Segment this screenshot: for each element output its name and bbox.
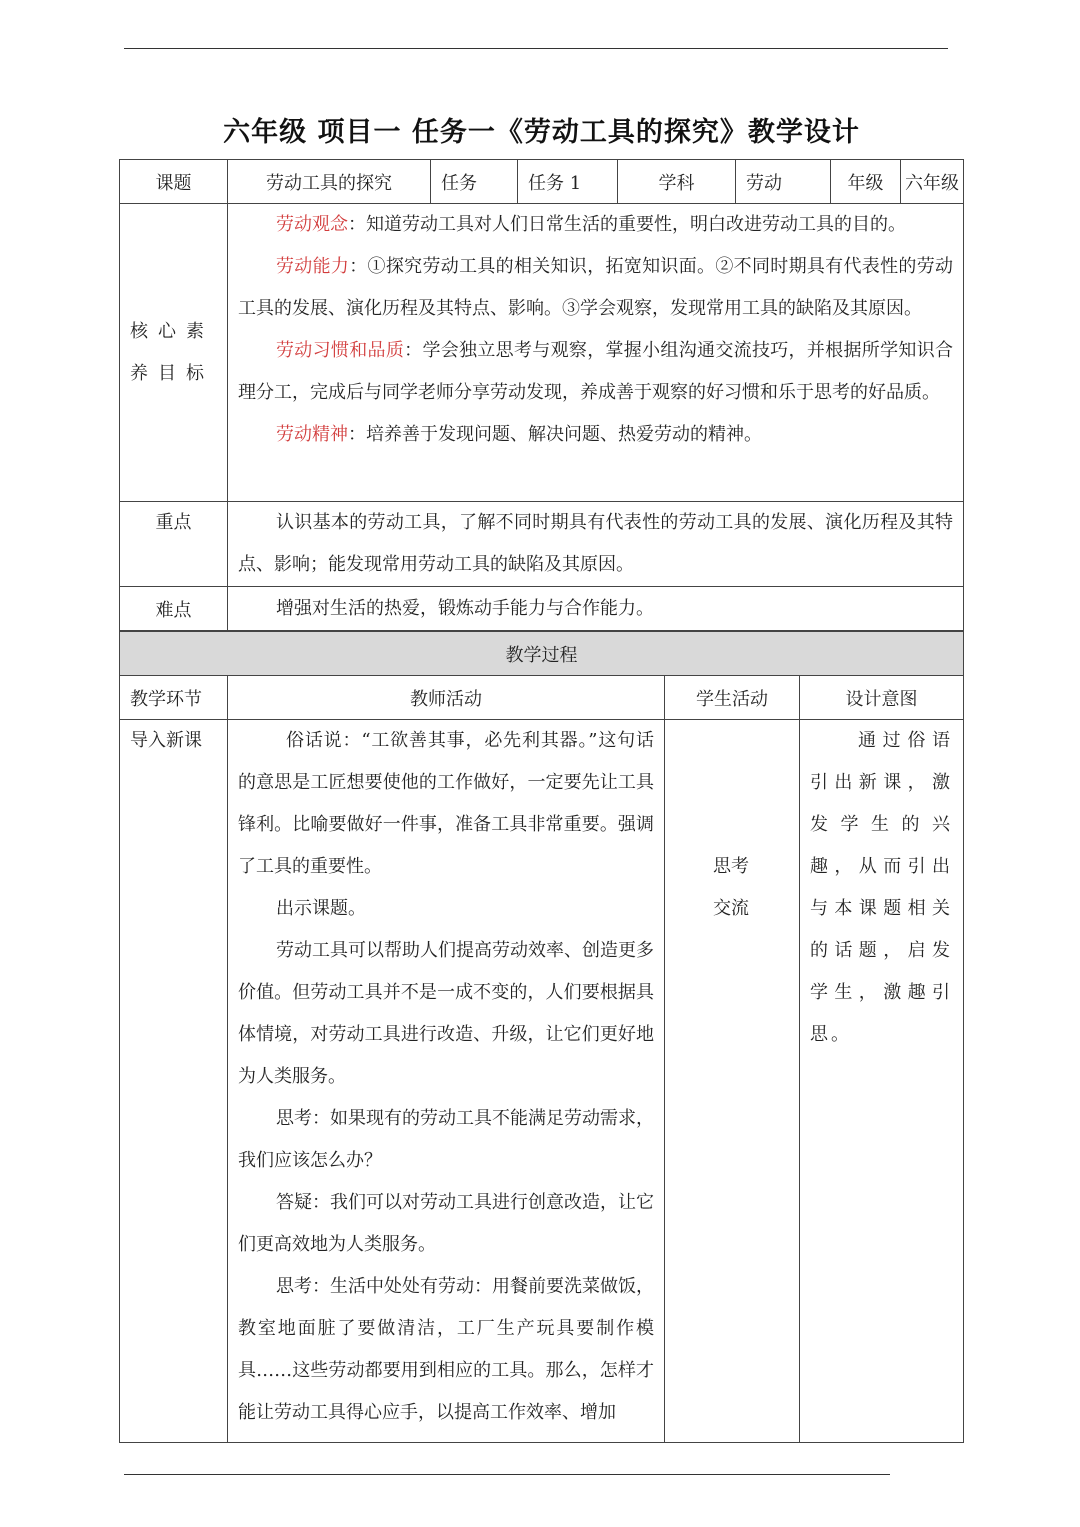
core-goals-row — [120, 204, 964, 502]
task-label: 任务 — [431, 160, 518, 204]
difficulty-label: 难点 — [120, 587, 228, 631]
student-activity-line: 思考 — [713, 856, 749, 877]
goal-labor-concept — [238, 204, 953, 246]
student-activity-line: 交流 — [713, 898, 749, 919]
goal-text: ：知道劳动工具对人们日常生活的重要性，明白改进劳动工具的目的。 — [348, 214, 906, 235]
goal-heading: 劳动习惯和品质 — [276, 340, 405, 361]
process-section-title: 教学过程 — [120, 632, 964, 676]
difficulty-text: 增强对生活的热爱，锻炼动手能力与合作能力。 — [276, 597, 654, 619]
goal-text: ：①探究劳动工具的相关知识，拓宽知识面。②不同时期具有代表性的劳动工具的发展、演化历程及其特点、影响。③学会观察，发现常用工具的缺陷及其原因。 — [238, 256, 954, 319]
subject-label: 学科 — [618, 160, 736, 204]
grade-value: 六年级 — [901, 160, 964, 204]
header-rule — [124, 48, 948, 49]
design-intent-text: 通过俗语引出新课，激发学生的兴趣，从而引出与本课题相关的话题，启发学生，激趣引思。 — [810, 730, 953, 1045]
footer-rule — [124, 1474, 890, 1475]
key-points-content — [228, 502, 964, 587]
goal-heading: 劳动观念 — [276, 214, 348, 235]
teacher-activity-header: 教师活动 — [228, 676, 665, 720]
process-section-row — [120, 632, 964, 676]
process-header-row — [120, 676, 964, 720]
stage-name: 导入新课 — [120, 720, 228, 1443]
design-intent-header: 设计意图 — [800, 676, 964, 720]
task-value: 任务 1 — [518, 160, 618, 204]
goal-text: ：培养善于发现问题、解决问题、热爱劳动的精神。 — [348, 424, 762, 445]
grade-label: 年级 — [831, 160, 901, 204]
goal-labor-habits — [238, 330, 953, 414]
goal-text: ：学会独立思考与观察，掌握小组沟通交流技巧，并根据所学知识合理分工，完成后与同学老师分享劳动发现，养成善于观察的好习惯和乐于思考的好品质。 — [238, 340, 953, 403]
teacher-paragraph: 思考：生活中处处有劳动：用餐前要洗菜做饭，教室地面脏了要做清洁，工厂生产玩具要制作模具……这些劳动都要用到相应的工具。那么，怎样才能让劳动工具得心应手，以提高工作效率、增加 — [238, 1276, 654, 1423]
teacher-paragraph: 思考：如果现有的劳动工具不能满足劳动需求，我们应该怎么办？ — [238, 1108, 654, 1171]
goal-heading: 劳动能力 — [276, 256, 350, 277]
key-points-text: 认识基本的劳动工具，了解不同时期具有代表性的劳动工具的发展、演化历程及其特点、影响；能发现常用劳动工具的缺陷及其原因。 — [238, 512, 953, 575]
key-points-row — [120, 502, 964, 587]
teacher-paragraph: 答疑：我们可以对劳动工具进行创意改造，让它们更高效地为人类服务。 — [238, 1192, 654, 1255]
teacher-paragraph: 劳动工具可以帮助人们提高劳动效率、创造更多价值。但劳动工具并不是一成不变的，人们要根据具体情境，对劳动工具进行改造、升级，让它们更好地为人类服务。 — [238, 940, 654, 1087]
key-points-label: 重点 — [120, 502, 228, 587]
goal-heading: 劳动精神 — [276, 424, 348, 445]
info-header-row — [120, 160, 964, 204]
stage-header: 教学环节 — [120, 676, 228, 720]
core-goals-label — [120, 204, 228, 502]
info-table — [119, 159, 964, 631]
teacher-paragraph: 俗话说：“工欲善其事，必先利其器。”这句话的意思是工匠想要使他的工作做好，一定要先让工具锋利。比喻要做好一件事，准备工具非常重要。强调了工具的重要性。 — [238, 730, 654, 877]
topic-label: 课题 — [120, 160, 228, 204]
goal-labor-spirit — [238, 414, 953, 456]
process-content-row — [120, 720, 964, 1443]
document-title: 六年级 项目一 任务一《劳动工具的探究》教学设计 — [223, 117, 860, 148]
topic-value: 劳动工具的探究 — [228, 160, 431, 204]
goal-labor-ability — [238, 246, 953, 330]
core-goals-label-text: 核心素养目标 — [130, 320, 214, 384]
teacher-activity-content — [228, 720, 665, 1443]
difficulty-content — [228, 587, 964, 631]
student-activity-content — [665, 720, 800, 1443]
design-intent-content — [800, 720, 964, 1443]
subject-value: 劳动 — [736, 160, 831, 204]
teacher-paragraph: 出示课题。 — [276, 898, 366, 919]
process-table — [119, 631, 964, 1443]
student-activity-header: 学生活动 — [665, 676, 800, 720]
difficulty-row — [120, 587, 964, 631]
core-goals-content — [228, 204, 964, 502]
